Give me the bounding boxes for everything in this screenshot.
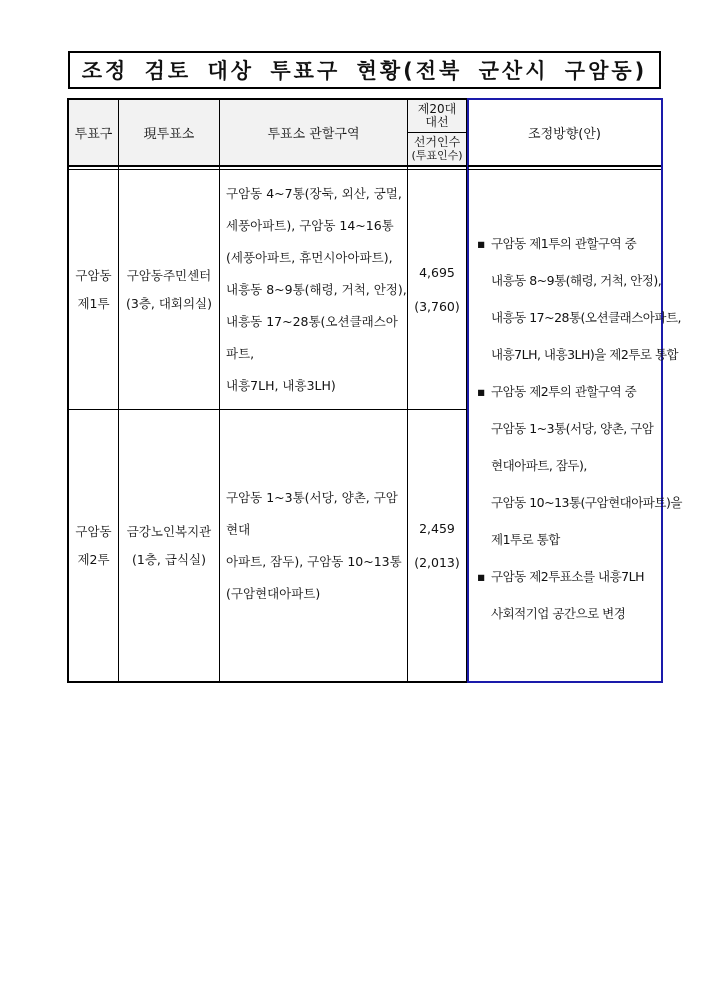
plan-item [477, 558, 659, 632]
row2-area-line: 아파트, 잠두), 구암동 10~13통 [226, 553, 402, 569]
row2-station-name: 금강노인복지관 [126, 523, 212, 539]
plan-line: 내흥7LH, 내흥3LH)을 제2투로 통합 [491, 347, 679, 362]
row2-station [119, 410, 219, 681]
row1-station-room: (3층, 대회의실) [125, 295, 213, 311]
plan-line: 내흥동 17~28통(오션클래스아파트, [491, 310, 682, 325]
header-district: 투표구 [74, 127, 113, 142]
row1-area [220, 170, 407, 409]
header-plan: 조정방향(안) [528, 127, 601, 142]
row2-district-number: 제2투 [77, 551, 110, 567]
plan-line: 내흥동 8~9통(해령, 거척, 안정), [491, 273, 662, 288]
plan-item [477, 225, 682, 373]
plan-line: 사회적기업 공간으로 변경 [491, 606, 626, 621]
page-title: 조정 검토 대상 투표구 현황(전북 군산시 구암동) [68, 51, 661, 89]
header-election [408, 100, 466, 132]
row2-voters [408, 410, 466, 681]
row1-voters [408, 170, 466, 409]
row2-district [69, 410, 118, 681]
row1-voter-count: 4,695 [419, 264, 455, 280]
row2-area-line: 구암동 1~3통(서당, 양촌, 구암현대 [226, 489, 398, 537]
header-election-type: 대선 [425, 115, 449, 129]
header-turnout-label: (투표인수) [411, 149, 463, 162]
adjustment-plan [477, 225, 682, 632]
row2-voter-count: 2,459 [419, 520, 455, 536]
bullet-icon: ▪ [477, 384, 485, 399]
row1-station [119, 170, 219, 409]
plan-line: 구암동 제2투의 관할구역 중 [491, 384, 637, 399]
row1-area-line: 세풍아파트), 구암동 14~16통 [226, 217, 394, 233]
plan-line: 구암동 제1투의 관할구역 중 [491, 236, 637, 251]
plan-line: 제1투로 통합 [491, 532, 560, 547]
bullet-icon: ▪ [477, 236, 485, 251]
row1-area-line: 내흥동 8~9통(해령, 거척, 안정), [226, 281, 407, 297]
plan-line: 현대아파트, 잠두), [491, 458, 587, 473]
header-station: 現투표소 [143, 127, 195, 142]
row2-area-line: (구암현대아파트) [226, 585, 321, 601]
row1-district-name: 구암동 [75, 267, 112, 283]
plan-line: 구암동 1~3통(서당, 양촌, 구암 [491, 421, 654, 436]
row1-district [69, 170, 118, 409]
row1-area-line: 내흥동 17~28통(오션클래스아파트, [226, 313, 398, 361]
header-area: 투표소 관할구역 [267, 127, 360, 142]
row1-area-line: (세풍아파트, 휴먼시아아파트), [226, 249, 393, 265]
plan-item [477, 373, 682, 558]
bullet-icon: ▪ [477, 569, 485, 584]
row1-area-line: 내흥7LH, 내흥3LH) [226, 377, 336, 393]
row2-district-name: 구암동 [75, 523, 112, 539]
plan-line: 구암동 10~13통(구암현대아파트)을 [491, 495, 682, 510]
row2-station-room: (1층, 급식실) [132, 551, 206, 567]
row1-district-number: 제1투 [77, 295, 110, 311]
row2-turnout-count: (2,013) [414, 554, 460, 570]
row1-turnout-count: (3,760) [414, 298, 460, 314]
header-voters [408, 133, 466, 165]
plan-line: 구암동 제2투표소를 내흥7LH [491, 569, 644, 584]
row2-area [220, 410, 407, 681]
header-voters-label: 선거인수 [413, 135, 461, 149]
header-election-number: 제20대 [417, 102, 457, 116]
row1-area-line: 구암동 4~7통(장둑, 외산, 궁멀, [226, 185, 402, 201]
row1-station-name: 구암동주민센터 [126, 267, 212, 283]
